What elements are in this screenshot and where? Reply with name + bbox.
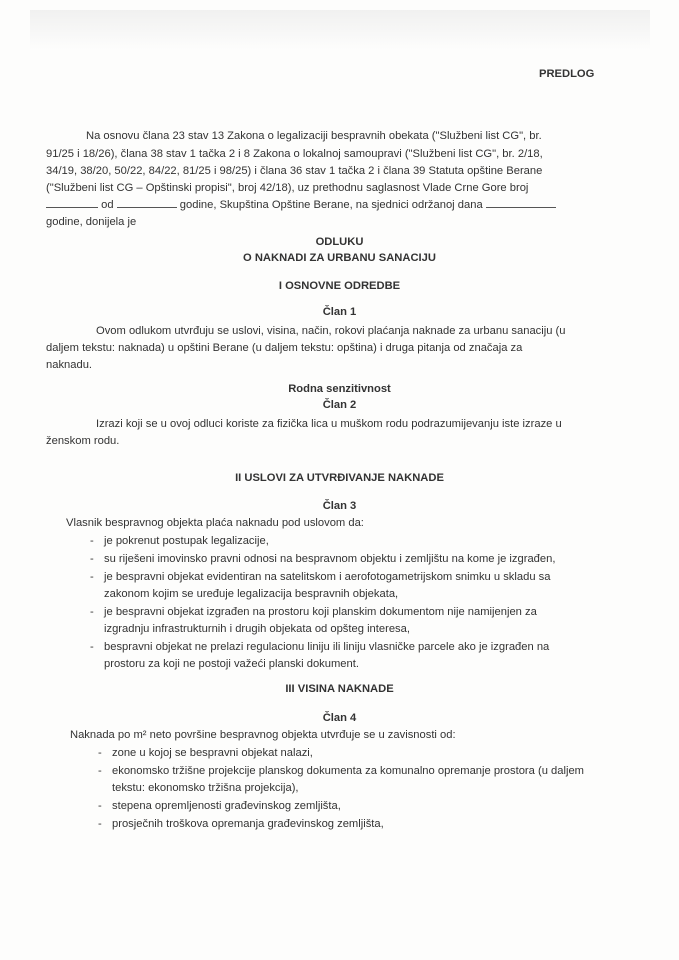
section-heading: I OSNOVNE ODREDBE (278, 280, 401, 292)
article-text: ženskom rodu. (46, 435, 120, 447)
section-heading: III VISINA NAKNADE (285, 683, 394, 695)
article-text: Ovom odlukom utvrđuju se uslovi, visina, način, rokovi plaćanja naknade za urbanu sanaciju (u (96, 325, 566, 337)
list-item: - stepena opremljenosti građevinskog zemljišta, (98, 800, 341, 812)
preamble-line: 91/25 i 18/26), člana 38 stav 1 tačka 2 i 8 Zakona o lokalnoj samoupravi ("Službeni list CG", br. 2/18, (46, 148, 543, 160)
section-heading: II USLOVI ZA UTVRĐIVANJE NAKNADE (235, 472, 444, 484)
blank-line (117, 197, 177, 208)
article-heading: Član 3 (322, 500, 357, 512)
list-item: - je bespravni objekat izgrađen na prostoru koji planskim dokumentom nije namijenjen za izgradnju infrastrukturnih i drugih objekata od opšteg interesa, (90, 606, 537, 635)
list-item: - su riješeni imovinsko pravni odnosi na bespravnom objektu i zemljištu na kome je izgrađen, (90, 553, 556, 565)
document-subtitle: O NAKNADI ZA URBANU SANACIJU (243, 252, 436, 264)
preamble-line: ("Službeni list CG – Opštinski propisi", broj 42/18), uz prethodnu saglasnost Vlade Crne Gore broj (46, 182, 529, 194)
scan-artifact (30, 10, 650, 50)
preamble-line: Na osnovu člana 23 stav 13 Zakona o legalizaciji bespravnih obekata ("Službeni list CG", br. (86, 130, 542, 142)
blank-line (486, 197, 556, 208)
article-text: Izrazi koji se u ovoj odluci koriste za fizička lica u muškom rodu podrazumijevanju iste izraze u (96, 418, 562, 430)
blank-line (46, 197, 98, 208)
list-item: - prosječnih troškova opremanja građevinskog zemljišta, (98, 818, 384, 830)
list-item: - bespravni objekat ne prelazi regulacionu liniju ili liniju vlasničke parcele ako je izgrađen na prostoru za koji ne postoji važeći planski dokument. (90, 641, 550, 670)
list-item: - ekonomsko tržišne projekcije planskog dokumenta za komunalno opremanje prostora (u daljem tekstu: ekonomsko tržišna projekcija), (98, 765, 584, 794)
article-heading: Član 1 (322, 306, 357, 318)
list-item: - zone u kojoj se bespravni objekat nalazi, (98, 747, 313, 759)
preamble-line: godine, donijela je (46, 216, 137, 228)
document-title: ODLUKU (315, 236, 364, 248)
article-text: naknadu. (46, 359, 93, 371)
od-label: od (101, 199, 114, 211)
article-subheading: Rodna senzitivnost (288, 383, 391, 395)
article-intro: Vlasnik bespravnog objekta plaća naknadu pod uslovom da: (66, 517, 364, 529)
article-heading: Član 4 (322, 712, 357, 724)
article-heading: Član 2 (322, 399, 357, 411)
list-item: - je bespravni objekat evidentiran na satelitskom i aerofotogametrijskom snimku u skladu sa zakonom kojim se uređuje legalizacija bespravnih objekata, (90, 571, 551, 600)
preamble-line-date (46, 197, 556, 214)
list-item: - je pokrenut postupak legalizacije, (90, 535, 269, 547)
article-intro: Naknada po m² neto površine bespravnog objekta utvrđuje se u zavisnosti od: (70, 729, 456, 741)
article-text: daljem tekstu: naknada) u opštini Berane (u daljem tekstu: opština) i druga pitanja od značaja za (46, 342, 523, 354)
preamble-rest: godine, Skupština Opštine Berane, na sjednici održanoj dana (179, 199, 483, 211)
preamble-line: 34/19, 38/20, 50/22, 84/22, 81/25 i 98/25) i člana 36 stav 1 tačka 2 i člana 39 Statuta opštine Berane (46, 165, 543, 177)
predlog-label: PREDLOG (539, 68, 595, 80)
